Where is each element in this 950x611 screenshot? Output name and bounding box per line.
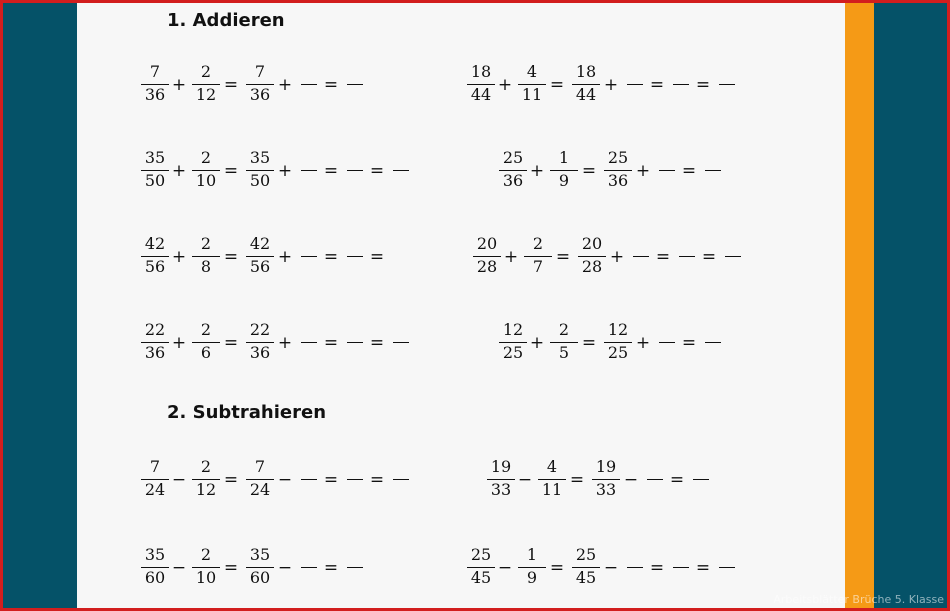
fraction-expanded [603, 321, 633, 365]
numerator: 25 [607, 148, 629, 167]
denominator: 45 [470, 568, 492, 587]
equals-sign: = [223, 558, 239, 578]
denominator: 28 [581, 257, 603, 276]
operator: − [277, 558, 293, 578]
equals-sign: = [581, 161, 597, 181]
equals-sign: = [223, 75, 239, 95]
answer-blank [347, 170, 363, 171]
answer-blank [647, 479, 663, 480]
answer-blank [347, 479, 363, 480]
answer-blank [673, 567, 689, 568]
operator: + [529, 161, 545, 181]
denominator: 11 [541, 480, 563, 499]
equals-sign: = [369, 333, 385, 353]
fraction-first [466, 63, 496, 107]
fraction-expanded [245, 63, 275, 107]
fraction-second [523, 235, 553, 279]
numerator: 20 [476, 234, 498, 253]
numerator: 12 [607, 320, 629, 339]
equals-sign: = [581, 333, 597, 353]
numerator: 19 [490, 457, 512, 476]
answer-blank [347, 256, 363, 257]
numerator: 1 [558, 148, 570, 167]
answer-blank [301, 479, 317, 480]
operator: − [171, 470, 187, 490]
fraction-expanded [577, 235, 607, 279]
operator: + [603, 75, 619, 95]
section-addieren-heading: 1. Addieren [167, 10, 285, 31]
answer-blank [705, 342, 721, 343]
answer-blank [301, 84, 317, 85]
equals-sign: = [223, 333, 239, 353]
equals-sign: = [323, 470, 339, 490]
denominator: 36 [144, 343, 166, 362]
fraction-expanded [245, 235, 275, 279]
fraction-first [466, 546, 496, 590]
operator: − [623, 470, 639, 490]
numerator: 25 [575, 545, 597, 564]
fraction-first [472, 235, 502, 279]
numerator: 12 [502, 320, 524, 339]
numerator: 19 [595, 457, 617, 476]
operator: − [277, 470, 293, 490]
numerator: 35 [249, 545, 271, 564]
equals-sign: = [649, 558, 665, 578]
fraction-second [191, 321, 221, 365]
fraction-first [486, 458, 516, 502]
numerator: 4 [526, 62, 538, 81]
numerator: 4 [546, 457, 558, 476]
numerator: 35 [144, 545, 166, 564]
equals-sign: = [323, 161, 339, 181]
numerator: 2 [532, 234, 544, 253]
answer-blank [627, 84, 643, 85]
fraction-first [140, 235, 170, 279]
equals-sign: = [695, 75, 711, 95]
operator: + [529, 333, 545, 353]
equals-sign: = [323, 333, 339, 353]
equals-sign: = [669, 470, 685, 490]
answer-blank [659, 170, 675, 171]
numerator: 2 [200, 62, 212, 81]
denominator: 5 [558, 343, 570, 362]
denominator: 50 [144, 171, 166, 190]
answer-blank [393, 479, 409, 480]
equals-sign: = [681, 333, 697, 353]
denominator: 25 [607, 343, 629, 362]
fraction-expanded [571, 63, 601, 107]
denominator: 36 [607, 171, 629, 190]
numerator: 2 [200, 457, 212, 476]
equals-sign: = [323, 75, 339, 95]
fraction-first [140, 546, 170, 590]
numerator: 42 [144, 234, 166, 253]
answer-blank [347, 567, 363, 568]
operator: − [497, 558, 513, 578]
answer-blank [659, 342, 675, 343]
numerator: 35 [249, 148, 271, 167]
denominator: 11 [521, 85, 543, 104]
denominator: 6 [200, 343, 212, 362]
left-sidebar-band [3, 3, 77, 608]
answer-blank [301, 342, 317, 343]
denominator: 50 [249, 171, 271, 190]
operator: + [497, 75, 513, 95]
answer-blank [693, 479, 709, 480]
fraction-second [517, 546, 547, 590]
fraction-first [140, 149, 170, 193]
operator: + [277, 161, 293, 181]
denominator: 44 [470, 85, 492, 104]
operator: + [277, 333, 293, 353]
numerator: 7 [149, 62, 161, 81]
numerator: 2 [200, 320, 212, 339]
denominator: 33 [490, 480, 512, 499]
answer-blank [393, 170, 409, 171]
fraction-expanded [591, 458, 621, 502]
numerator: 25 [470, 545, 492, 564]
numerator: 18 [575, 62, 597, 81]
equals-sign: = [569, 470, 585, 490]
numerator: 2 [558, 320, 570, 339]
fraction-second [549, 149, 579, 193]
operator: + [609, 247, 625, 267]
fraction-expanded [245, 149, 275, 193]
denominator: 36 [249, 343, 271, 362]
numerator: 42 [249, 234, 271, 253]
answer-blank [627, 567, 643, 568]
fraction-first [140, 321, 170, 365]
fraction-second [537, 458, 567, 502]
fraction-second [191, 546, 221, 590]
denominator: 12 [195, 480, 217, 499]
numerator: 7 [254, 457, 266, 476]
denominator: 60 [144, 568, 166, 587]
equals-sign: = [223, 161, 239, 181]
denominator: 36 [144, 85, 166, 104]
answer-blank [393, 342, 409, 343]
denominator: 60 [249, 568, 271, 587]
numerator: 35 [144, 148, 166, 167]
right-sidebar-band [874, 3, 947, 608]
denominator: 25 [502, 343, 524, 362]
answer-blank [301, 170, 317, 171]
operator: + [503, 247, 519, 267]
fraction-second [191, 149, 221, 193]
equals-sign: = [549, 75, 565, 95]
denominator: 56 [144, 257, 166, 276]
fraction-expanded [245, 458, 275, 502]
denominator: 24 [249, 480, 271, 499]
operator: + [171, 161, 187, 181]
denominator: 10 [195, 171, 217, 190]
denominator: 12 [195, 85, 217, 104]
answer-blank [705, 170, 721, 171]
equals-sign: = [549, 558, 565, 578]
denominator: 44 [575, 85, 597, 104]
numerator: 1 [526, 545, 538, 564]
answer-blank [633, 256, 649, 257]
denominator: 36 [249, 85, 271, 104]
numerator: 2 [200, 234, 212, 253]
denominator: 8 [200, 257, 212, 276]
fraction-expanded [571, 546, 601, 590]
numerator: 25 [502, 148, 524, 167]
denominator: 9 [558, 171, 570, 190]
operator: − [517, 470, 533, 490]
equals-sign: = [555, 247, 571, 267]
denominator: 45 [575, 568, 597, 587]
numerator: 2 [200, 545, 212, 564]
equals-sign: = [369, 161, 385, 181]
equals-sign: = [695, 558, 711, 578]
equals-sign: = [681, 161, 697, 181]
fraction-second [191, 63, 221, 107]
fraction-first [498, 321, 528, 365]
fraction-first [140, 63, 170, 107]
operator: + [171, 75, 187, 95]
equals-sign: = [223, 470, 239, 490]
fraction-first [140, 458, 170, 502]
denominator: 36 [502, 171, 524, 190]
fraction-expanded [245, 321, 275, 365]
answer-blank [347, 342, 363, 343]
numerator: 22 [144, 320, 166, 339]
fraction-second [191, 458, 221, 502]
numerator: 7 [254, 62, 266, 81]
equals-sign: = [655, 247, 671, 267]
fraction-second [517, 63, 547, 107]
fraction-expanded [245, 546, 275, 590]
fraction-second [549, 321, 579, 365]
equals-sign: = [649, 75, 665, 95]
denominator: 10 [195, 568, 217, 587]
operator: + [171, 333, 187, 353]
answer-blank [679, 256, 695, 257]
denominator: 28 [476, 257, 498, 276]
numerator: 20 [581, 234, 603, 253]
answer-blank [301, 256, 317, 257]
equals-sign: = [701, 247, 717, 267]
watermark: Arbeitsblätter Brüche 5. Klasse [773, 593, 944, 606]
answer-blank [673, 84, 689, 85]
equals-sign: = [369, 247, 385, 267]
equals-sign: = [323, 558, 339, 578]
operator: + [277, 247, 293, 267]
answer-blank [301, 567, 317, 568]
equals-sign: = [323, 247, 339, 267]
accent-stripe [845, 3, 874, 608]
fraction-expanded [603, 149, 633, 193]
denominator: 24 [144, 480, 166, 499]
answer-blank [725, 256, 741, 257]
fraction-first [498, 149, 528, 193]
denominator: 56 [249, 257, 271, 276]
operator: + [171, 247, 187, 267]
operator: − [171, 558, 187, 578]
operator: − [603, 558, 619, 578]
operator: + [277, 75, 293, 95]
numerator: 22 [249, 320, 271, 339]
denominator: 33 [595, 480, 617, 499]
answer-blank [719, 567, 735, 568]
numerator: 7 [149, 457, 161, 476]
operator: + [635, 333, 651, 353]
fraction-second [191, 235, 221, 279]
worksheet-sheet [77, 3, 845, 608]
denominator: 9 [526, 568, 538, 587]
equals-sign: = [369, 470, 385, 490]
equals-sign: = [223, 247, 239, 267]
answer-blank [347, 84, 363, 85]
answer-blank [719, 84, 735, 85]
numerator: 18 [470, 62, 492, 81]
denominator: 7 [532, 257, 544, 276]
operator: + [635, 161, 651, 181]
numerator: 2 [200, 148, 212, 167]
section-subtrahieren-heading: 2. Subtrahieren [167, 402, 327, 423]
